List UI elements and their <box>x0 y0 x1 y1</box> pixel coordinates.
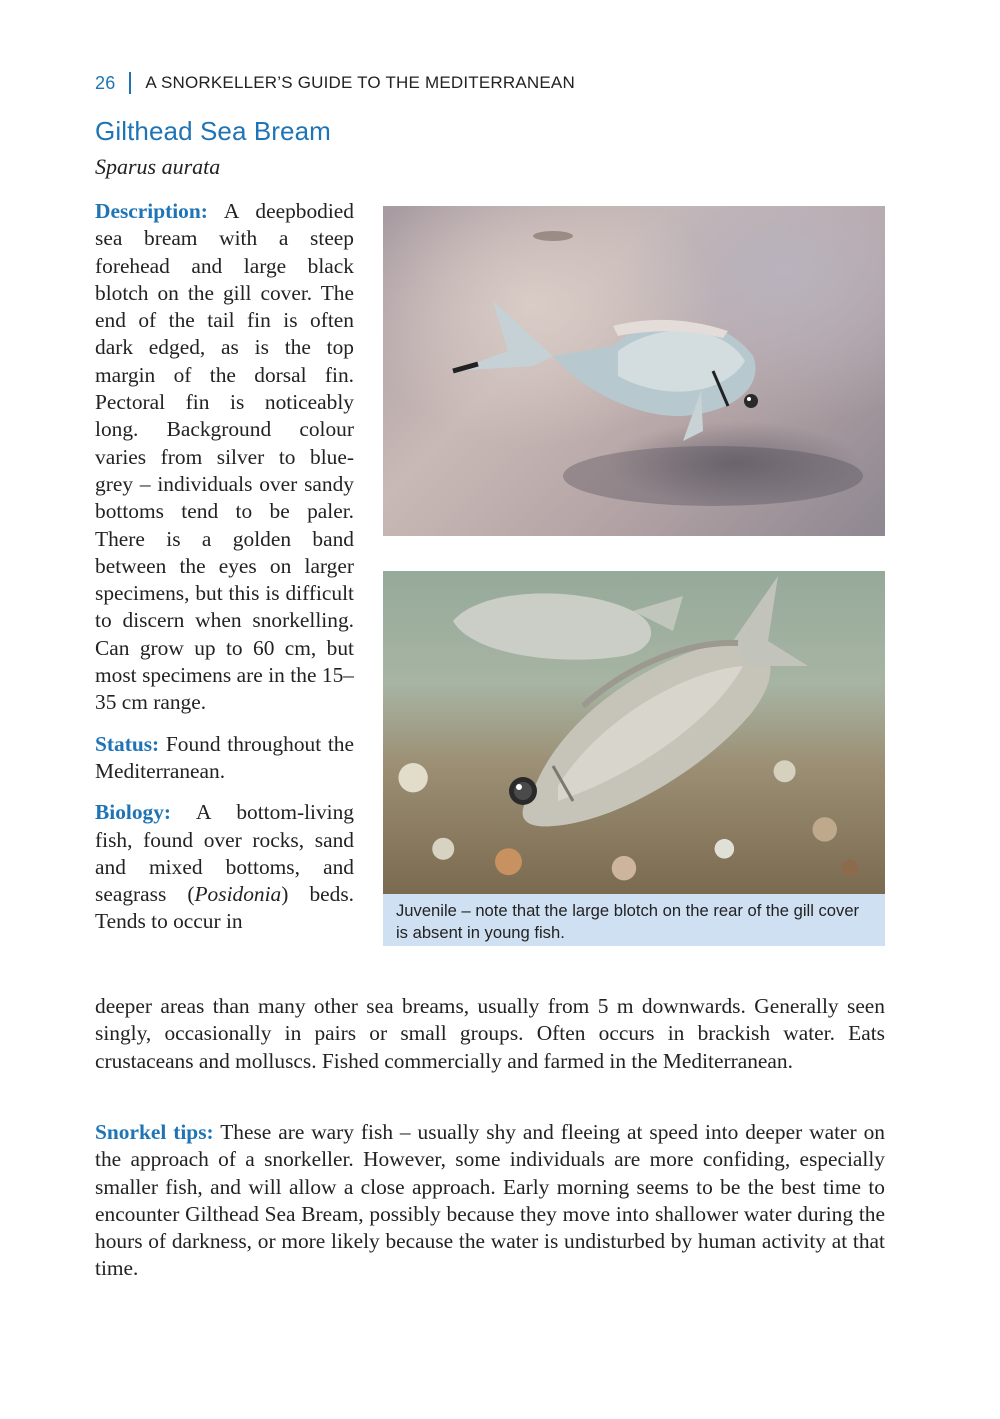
status-paragraph <box>95 731 354 786</box>
page-number: 26 <box>95 72 116 93</box>
snorkel-tips-label: Snorkel tips: <box>95 1120 214 1144</box>
status-text: Found throughout the Mediterranean. <box>95 731 354 783</box>
species-common-name: Gilthead Sea Bream <box>95 116 331 146</box>
biology-italic-term: Posidonia <box>194 882 282 907</box>
running-title: A SNORKELLER’S GUIDE TO THE MEDITERRANEAN <box>145 73 575 92</box>
biology-paragraph-start <box>95 799 354 935</box>
snorkel-tips-text: These are wary fish – usually shy and fleeing at speed into deeper water on the approach of a snorkeller. However, some individuals are more confiding, especially smaller fish, and will allow a close approach. Early morning seems to be the best time to encounter Gilthead Sea Bream, possibly because they move into shallower water during the hours of darkness, or more likely because the water is undisturbed by human activity at that time. <box>95 1120 885 1281</box>
photo-caption: Juvenile – note that the large blotch on the rear of the gill cover is absent in young fish. <box>383 894 885 946</box>
description-text: A deepbodied sea bream with a steep forehead and large black blotch on the gill cover. The end of the tail fin is often dark edged, as is the top margin of the dorsal fin. Pectoral fin is noticeably long. Background colour varies from silver to blue-grey – individuals over sandy bottoms tend to be paler. There is a golden band between the eyes on larger specimens, but this is difficult to discern when snorkelling. Can grow up to 60 cm, but most specimens are in the 15–35 cm range. <box>95 199 354 715</box>
description-label: Description: <box>95 199 208 223</box>
running-head <box>95 70 575 96</box>
adult-fish-photo <box>383 206 885 536</box>
species-latin-name: Sparus aurata <box>95 154 221 179</box>
left-text-column <box>95 198 354 936</box>
juvenile-fish-illustration <box>383 571 885 894</box>
biology-text-part2: ) beds. Tends to occur in <box>95 882 355 934</box>
header-divider <box>129 72 131 94</box>
juvenile-fish-photo <box>383 571 885 894</box>
biology-paragraph-continued: deeper areas than many other sea breams, usually from 5 m downwards. Generally seen singly, occasionally in pairs or small groups. Often occurs in brackish water. Eats crustaceans and molluscs. Fished commercially and farmed in the Mediterranean. <box>95 994 885 1073</box>
biology-text-part1: A bottom-living fish, found over rocks, sand and mixed bottoms, and seagrass ( <box>95 800 354 907</box>
description-paragraph <box>95 198 354 717</box>
status-label: Status: <box>95 731 160 756</box>
snorkel-tips-paragraph <box>95 1119 885 1283</box>
biology-label: Biology: <box>95 800 172 825</box>
adult-fish-illustration <box>383 206 885 536</box>
